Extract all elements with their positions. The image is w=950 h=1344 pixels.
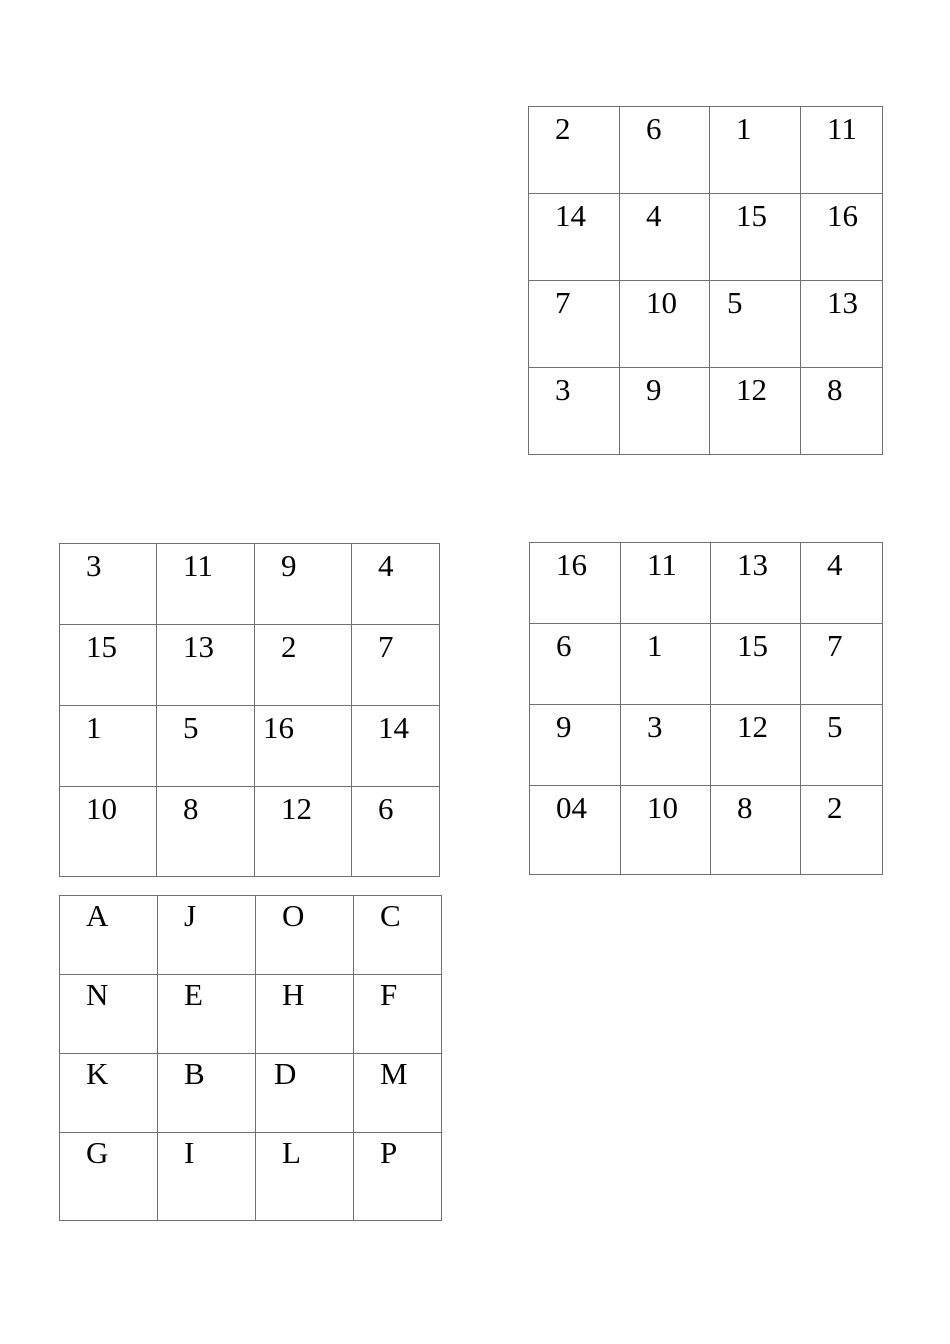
cell-value: 9 — [646, 372, 662, 407]
cell-value: 04 — [556, 790, 587, 825]
grid-cell — [255, 544, 352, 625]
table-row — [60, 1133, 442, 1221]
table-row — [60, 1054, 442, 1133]
cell-value: 3 — [86, 548, 102, 583]
grid-cell — [157, 787, 255, 877]
cell-value: 12 — [737, 709, 768, 744]
grid-cell — [711, 705, 801, 786]
table-row — [530, 786, 883, 875]
cell-value: 5 — [183, 710, 199, 745]
grid-cell — [157, 544, 255, 625]
grid-cell — [801, 281, 883, 368]
grid-cell — [354, 1054, 442, 1133]
table-row — [529, 281, 883, 368]
grid-cell — [352, 544, 440, 625]
cell-value: C — [380, 898, 401, 933]
cell-value: K — [86, 1056, 109, 1091]
grid-cell — [60, 1133, 158, 1221]
cell-value: 12 — [736, 372, 767, 407]
cell-value: 6 — [556, 628, 572, 663]
grid-cell — [801, 107, 883, 194]
grid-cell — [529, 194, 620, 281]
cell-value: D — [274, 1056, 297, 1091]
cell-value: 8 — [183, 791, 199, 826]
cell-value: A — [86, 898, 109, 933]
grid-cell — [801, 368, 883, 455]
cell-value: 10 — [647, 790, 678, 825]
cell-value: L — [282, 1135, 301, 1170]
grid-cell — [801, 194, 883, 281]
cell-value: 16 — [556, 547, 587, 582]
grid-cell — [256, 975, 354, 1054]
grid-cell — [529, 368, 620, 455]
table-row — [60, 896, 442, 975]
grid-cell — [60, 544, 157, 625]
grid-cell — [801, 543, 883, 624]
cell-value: O — [282, 898, 305, 933]
grid-cell — [620, 281, 710, 368]
grid-cell — [157, 625, 255, 706]
cell-value: 7 — [378, 629, 394, 664]
table-row — [529, 107, 883, 194]
grid-cell — [530, 624, 621, 705]
grid-cell — [711, 543, 801, 624]
table-row — [60, 975, 442, 1054]
grid-cell — [620, 107, 710, 194]
grid-cell — [529, 281, 620, 368]
grid-cell — [256, 896, 354, 975]
grid-cell — [801, 705, 883, 786]
grid-cell — [711, 624, 801, 705]
cell-value: 3 — [647, 709, 663, 744]
grid-cell — [530, 786, 621, 875]
grid-cell — [354, 1133, 442, 1221]
grid-cell — [60, 1054, 158, 1133]
cell-value: 13 — [827, 285, 858, 320]
grid-cell — [711, 786, 801, 875]
cell-value: 9 — [281, 548, 297, 583]
cell-value: 11 — [827, 111, 857, 146]
grid-cell — [530, 543, 621, 624]
cell-value: 2 — [555, 111, 571, 146]
cell-value: 6 — [378, 791, 394, 826]
cell-value: 15 — [737, 628, 768, 663]
cell-value: 7 — [555, 285, 571, 320]
cell-value: 1 — [736, 111, 752, 146]
cell-value: 16 — [827, 198, 858, 233]
cell-value: 12 — [281, 791, 312, 826]
cell-value: 10 — [86, 791, 117, 826]
table-row — [529, 194, 883, 281]
grid-cell — [60, 625, 157, 706]
cell-value: 14 — [378, 710, 409, 745]
cell-value: F — [380, 977, 398, 1012]
cell-value: 9 — [556, 709, 572, 744]
cell-value: 13 — [737, 547, 768, 582]
grid-cell — [801, 786, 883, 875]
cell-value: P — [380, 1135, 398, 1170]
grid-cell — [255, 706, 352, 787]
cell-value: 2 — [827, 790, 843, 825]
grid-cell — [530, 705, 621, 786]
grid-cell — [255, 787, 352, 877]
grid-cell — [621, 624, 711, 705]
table-row — [530, 705, 883, 786]
grid-cell — [256, 1054, 354, 1133]
grid-cell — [352, 787, 440, 877]
number-grid-2 — [59, 543, 440, 877]
cell-value: N — [86, 977, 109, 1012]
cell-value: M — [380, 1056, 408, 1091]
grid-cell — [352, 706, 440, 787]
cell-value: 1 — [647, 628, 663, 663]
cell-value: 14 — [555, 198, 586, 233]
cell-value: 5 — [727, 285, 743, 320]
table-row — [60, 787, 440, 877]
grid-cell — [60, 787, 157, 877]
grid-cell — [529, 107, 620, 194]
cell-value: 15 — [86, 629, 117, 664]
cell-value: I — [184, 1135, 195, 1170]
grid-cell — [352, 625, 440, 706]
cell-value: 5 — [827, 709, 843, 744]
table-row — [529, 368, 883, 455]
cell-value: 6 — [646, 111, 662, 146]
grid-cell — [158, 1054, 256, 1133]
grid-cell — [354, 975, 442, 1054]
cell-value: 4 — [827, 547, 843, 582]
cell-value: 8 — [827, 372, 843, 407]
table-row — [530, 624, 883, 705]
grid-cell — [710, 194, 801, 281]
grid-cell — [710, 107, 801, 194]
cell-value: H — [282, 977, 305, 1012]
cell-value: 11 — [647, 547, 677, 582]
cell-value: 3 — [555, 372, 571, 407]
grid-cell — [158, 1133, 256, 1221]
grid-cell — [255, 625, 352, 706]
grid-cell — [621, 786, 711, 875]
cell-value: J — [184, 898, 197, 933]
table-row — [530, 543, 883, 624]
cell-value: 11 — [183, 548, 213, 583]
table-row — [60, 706, 440, 787]
cell-value: 13 — [183, 629, 214, 664]
cell-value: 10 — [646, 285, 677, 320]
grid-cell — [157, 706, 255, 787]
cell-value: 7 — [827, 628, 843, 663]
grid-cell — [60, 706, 157, 787]
grid-cell — [60, 975, 158, 1054]
cell-value: B — [184, 1056, 205, 1091]
cell-value: 2 — [281, 629, 297, 664]
number-grid-1 — [528, 106, 883, 455]
table-row — [60, 544, 440, 625]
letter-grid — [59, 895, 442, 1221]
grid-cell — [621, 705, 711, 786]
cell-value: 4 — [646, 198, 662, 233]
grid-cell — [256, 1133, 354, 1221]
grid-cell — [621, 543, 711, 624]
grid-cell — [158, 896, 256, 975]
grid-cell — [158, 975, 256, 1054]
table-row — [60, 625, 440, 706]
grid-cell — [801, 624, 883, 705]
grid-cell — [710, 368, 801, 455]
grid-cell — [710, 281, 801, 368]
cell-value: E — [184, 977, 203, 1012]
grid-cell — [620, 368, 710, 455]
cell-value: G — [86, 1135, 109, 1170]
cell-value: 1 — [86, 710, 102, 745]
cell-value: 16 — [263, 710, 294, 745]
grid-cell — [60, 896, 158, 975]
cell-value: 15 — [736, 198, 767, 233]
grid-cell — [354, 896, 442, 975]
number-grid-3 — [529, 542, 883, 875]
cell-value: 8 — [737, 790, 753, 825]
cell-value: 4 — [378, 548, 394, 583]
grid-cell — [620, 194, 710, 281]
